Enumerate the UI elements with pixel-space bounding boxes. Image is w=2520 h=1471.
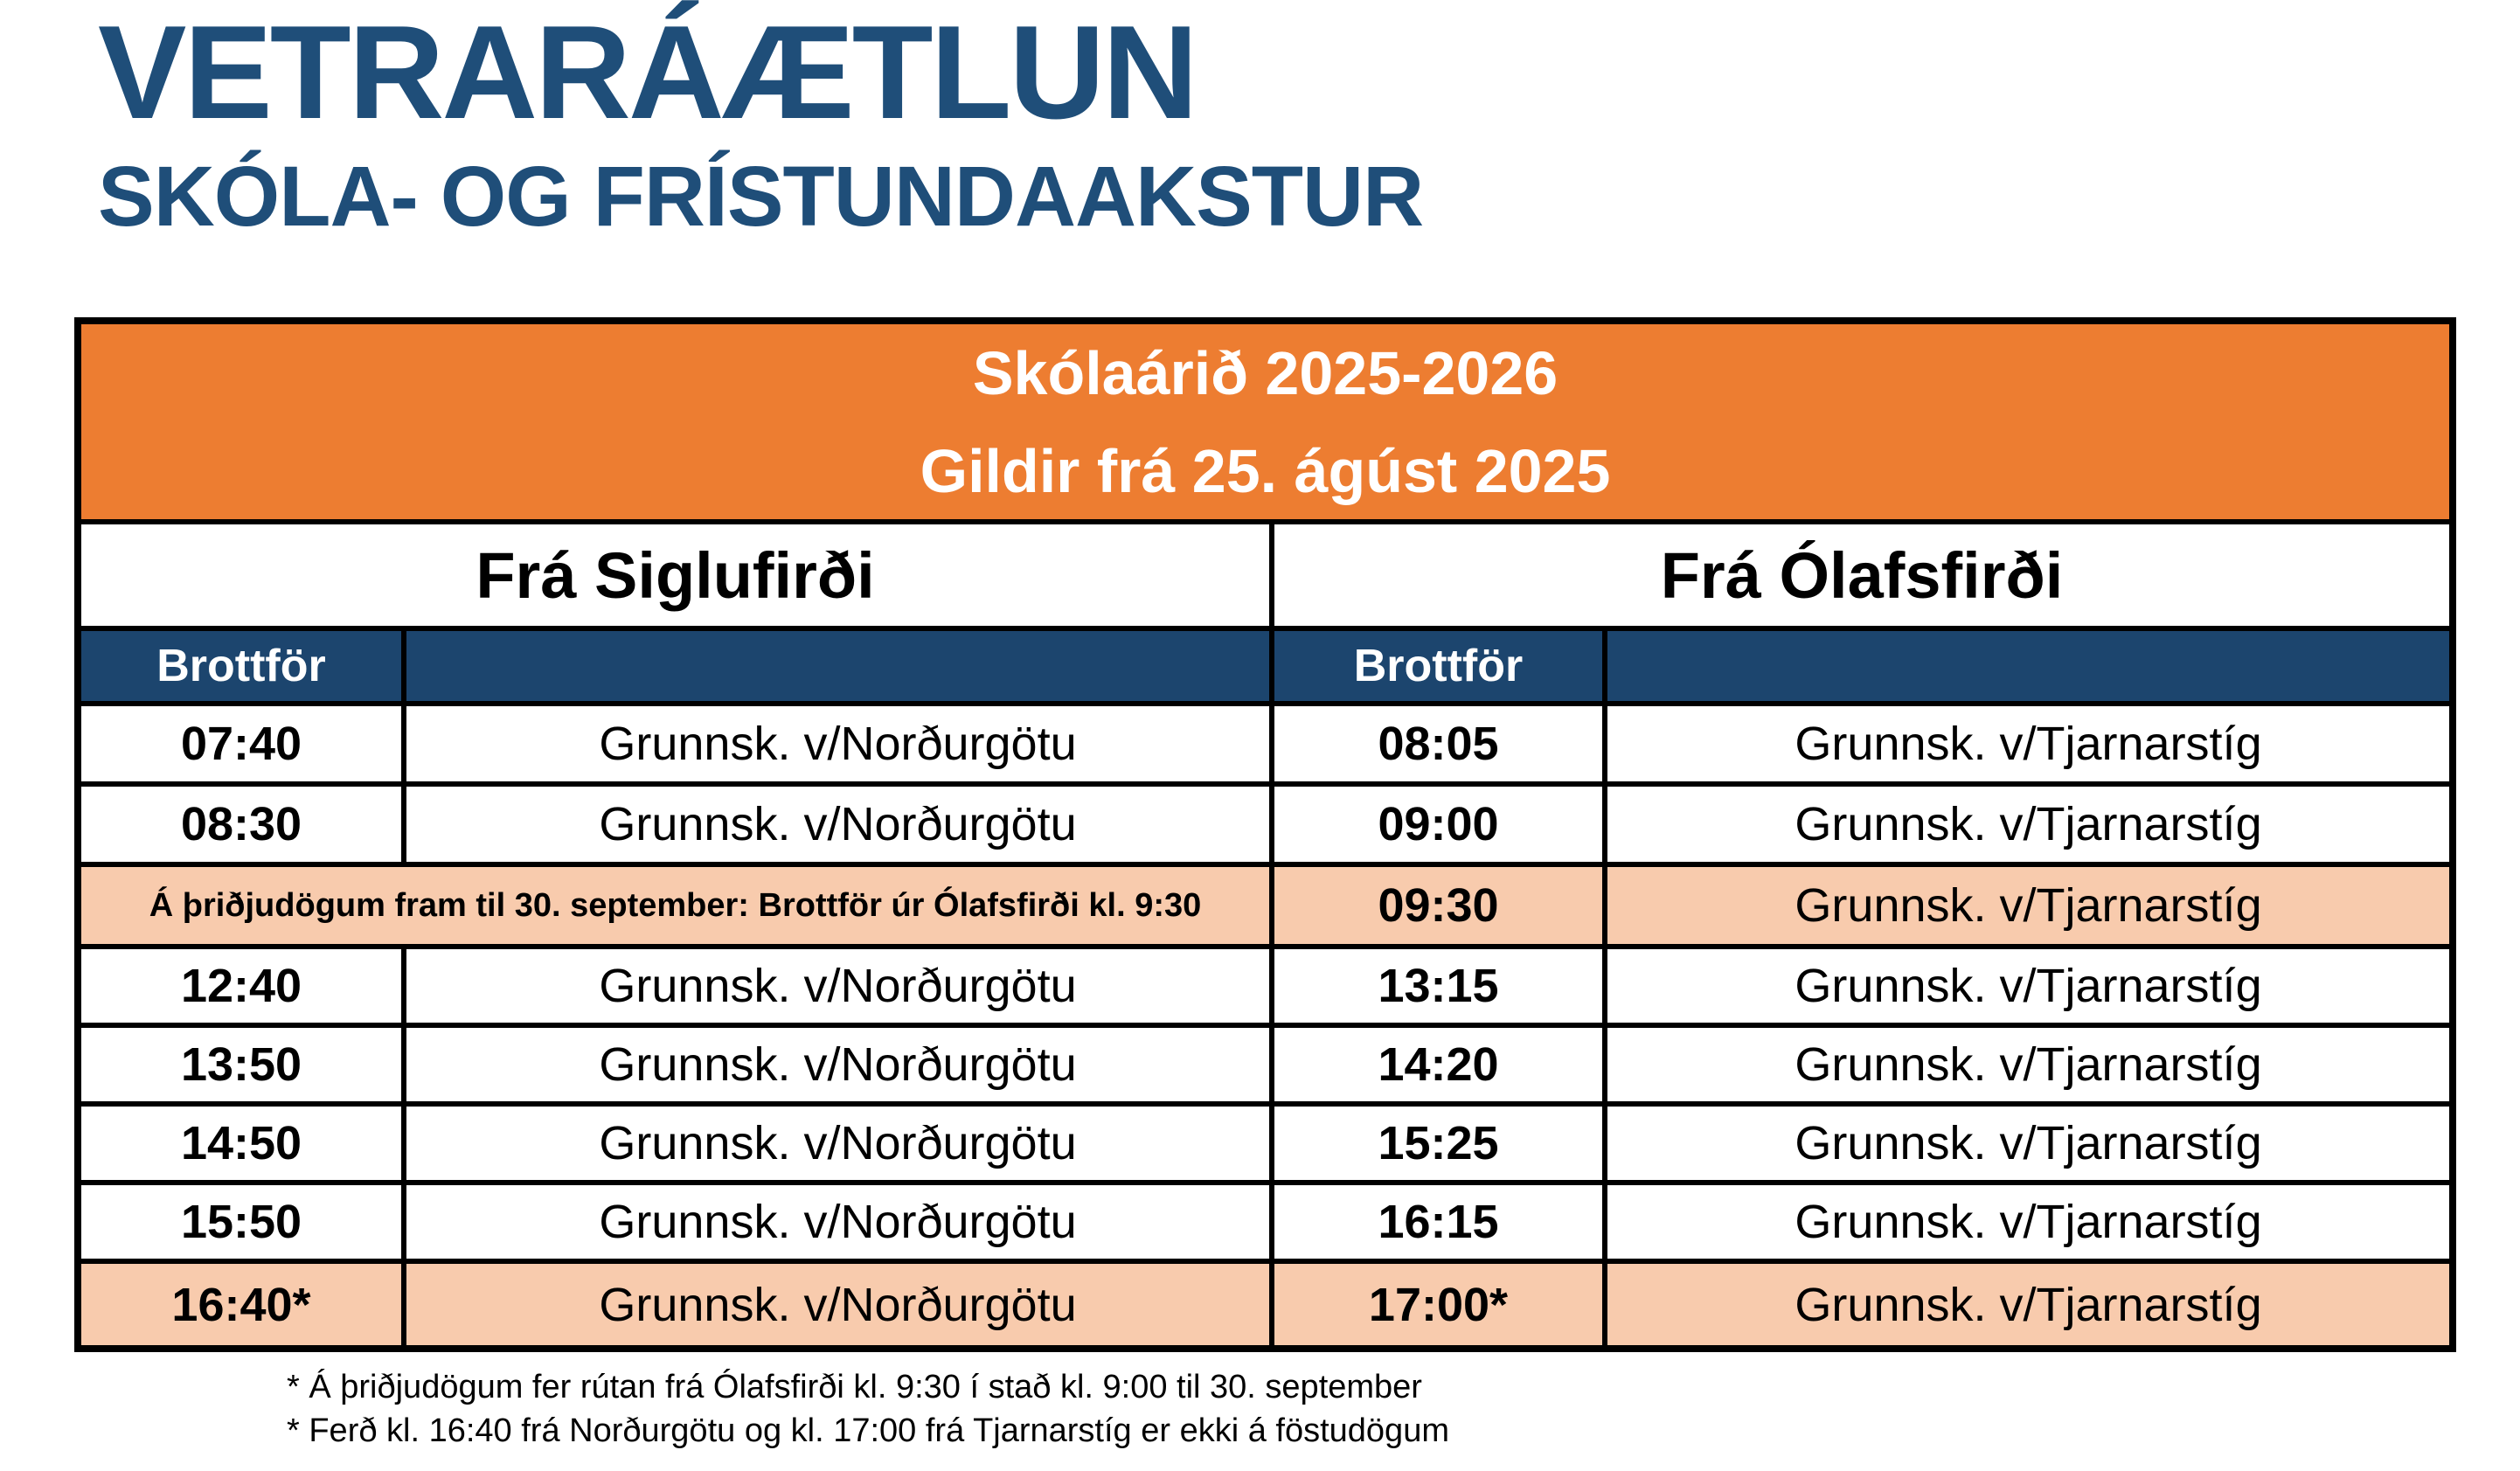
special-note: Á þriðjudögum fram til 30. september: Brottför úr Ólafsfirði kl. 9:30 — [78, 864, 1272, 947]
stop-name: Grunnsk. v/Tjarnarstíg — [1605, 864, 2453, 947]
group-header-right: Frá Ólafsfirði — [1272, 522, 2453, 628]
departure-time: 12:40 — [78, 947, 404, 1025]
departure-time: 14:50 — [78, 1104, 404, 1183]
column-header-row — [78, 628, 2453, 704]
stop-name: Grunnsk. v/Norðurgötu — [404, 1104, 1272, 1183]
departure-time: 09:30 — [1272, 864, 1605, 947]
banner-row — [78, 321, 2453, 522]
page-subtitle: SKÓLA- OG FRÍSTUNDAAKSTUR — [98, 148, 1424, 244]
column-header-departure-right: Brottför — [1272, 628, 1605, 704]
page-title: VETRARÁÆTLUN — [98, 0, 1196, 147]
stop-name: Grunnsk. v/Tjarnarstíg — [1605, 1104, 2453, 1183]
footnote-2: * Ferð kl. 16:40 frá Norðurgötu og kl. 17:00 frá Tjarnarstíg er ekki á föstudögum — [287, 1412, 1449, 1450]
stop-name: Grunnsk. v/Tjarnarstíg — [1605, 1261, 2453, 1349]
departure-time: 13:50 — [78, 1025, 404, 1104]
table-row — [78, 1025, 2453, 1104]
departure-time: 16:40* — [78, 1261, 404, 1349]
table-row — [78, 1183, 2453, 1261]
departure-time: 07:40 — [78, 704, 404, 784]
table-row — [78, 704, 2453, 784]
departure-time: 15:25 — [1272, 1104, 1605, 1183]
stop-name: Grunnsk. v/Norðurgötu — [404, 1261, 1272, 1349]
stop-name: Grunnsk. v/Tjarnarstíg — [1605, 784, 2453, 864]
column-header-stop-left — [404, 628, 1272, 704]
stop-name: Grunnsk. v/Tjarnarstíg — [1605, 1183, 2453, 1261]
document-heading — [98, 0, 1424, 244]
departure-time: 09:00 — [1272, 784, 1605, 864]
table-row — [78, 1104, 2453, 1183]
departure-time: 14:20 — [1272, 1025, 1605, 1104]
table-row — [78, 947, 2453, 1025]
stop-name: Grunnsk. v/Norðurgötu — [404, 1183, 1272, 1261]
group-header-left: Frá Siglufirði — [78, 522, 1272, 628]
departure-time: 17:00* — [1272, 1261, 1605, 1349]
table-row-special-note — [78, 864, 2453, 947]
banner-cell — [78, 321, 2453, 522]
departure-time: 08:05 — [1272, 704, 1605, 784]
stop-name: Grunnsk. v/Tjarnarstíg — [1605, 1025, 2453, 1104]
banner-line-1: Skólaárið 2025-2026 — [972, 338, 1559, 407]
stop-name: Grunnsk. v/Norðurgötu — [404, 704, 1272, 784]
column-header-departure-left: Brottför — [78, 628, 404, 704]
footnote-1: * Á þriðjudögum fer rútan frá Ólafsfirði kl. 9:30 í stað kl. 9:00 til 30. september — [287, 1369, 1422, 1405]
stop-name: Grunnsk. v/Tjarnarstíg — [1605, 947, 2453, 1025]
table-row — [78, 784, 2453, 864]
table-row-highlight — [78, 1261, 2453, 1349]
departure-time: 15:50 — [78, 1183, 404, 1261]
timetable — [74, 317, 2456, 1352]
stop-name: Grunnsk. v/Norðurgötu — [404, 1025, 1272, 1104]
stop-name: Grunnsk. v/Norðurgötu — [404, 947, 1272, 1025]
group-header-row — [78, 522, 2453, 628]
column-header-stop-right — [1605, 628, 2453, 704]
footnotes — [287, 1365, 1449, 1453]
departure-time: 13:15 — [1272, 947, 1605, 1025]
departure-time: 16:15 — [1272, 1183, 1605, 1261]
banner-line-2: Gildir frá 25. ágúst 2025 — [920, 436, 1611, 505]
stop-name: Grunnsk. v/Norðurgötu — [404, 784, 1272, 864]
departure-time: 08:30 — [78, 784, 404, 864]
stop-name: Grunnsk. v/Tjarnarstíg — [1605, 704, 2453, 784]
